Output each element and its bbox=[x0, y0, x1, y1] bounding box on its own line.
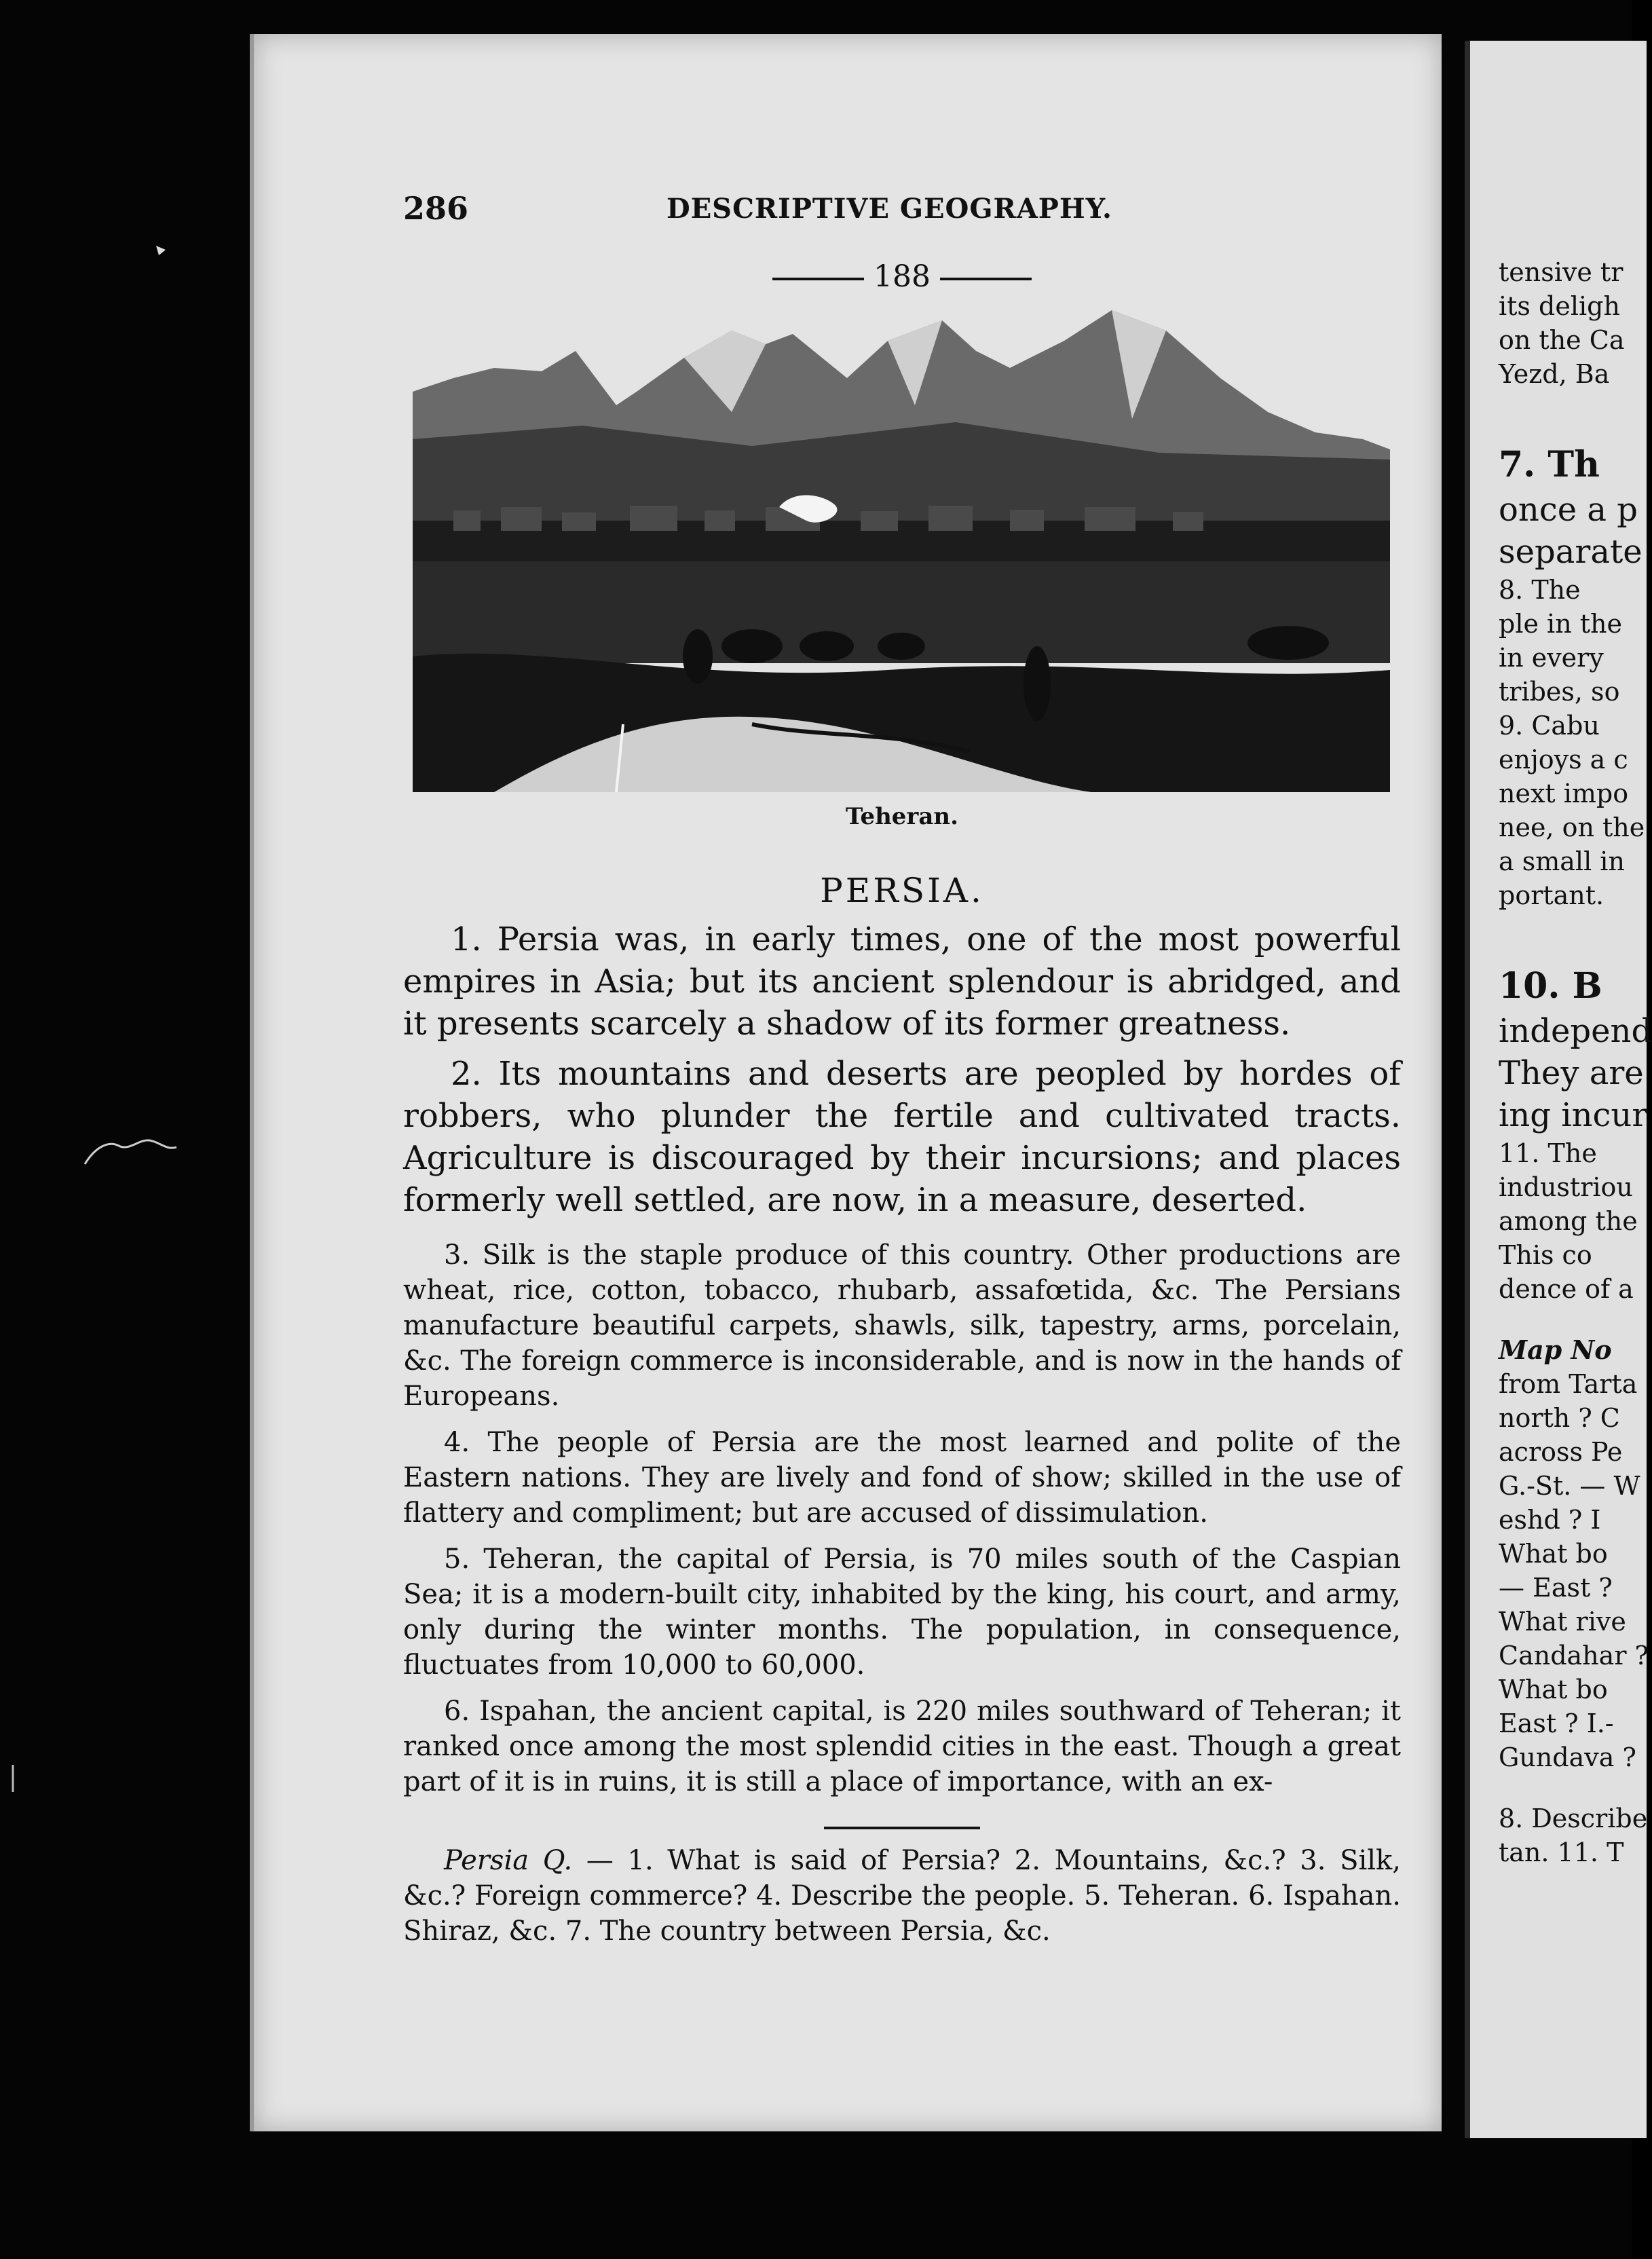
right-page-line: 10. B bbox=[1499, 965, 1602, 1007]
right-page-line: What bo bbox=[1499, 1539, 1608, 1569]
right-page-line: 7. Th bbox=[1499, 444, 1600, 485]
teheran-engraving bbox=[413, 303, 1390, 792]
page-content bbox=[403, 190, 1401, 1949]
right-page-line: Map No bbox=[1499, 1334, 1612, 1365]
right-page-line: dence of a bbox=[1499, 1274, 1634, 1304]
right-page-spacer bbox=[1499, 391, 1648, 441]
right-page-line: What bo bbox=[1499, 1675, 1608, 1704]
right-page-line: north ? C bbox=[1499, 1403, 1620, 1433]
paragraph-5: 5. Teheran, the capital of Persia, is 70 miles south of the Caspian Sea; it is a modern-built city, inhabited by the king, his court, and army, only during the winter months. The population, in consequence, fluctuates from 10,000 to 60,000. bbox=[403, 1544, 1401, 1681]
right-page-line: Gundava ? bbox=[1499, 1742, 1636, 1772]
right-page-line: 11. The bbox=[1499, 1138, 1597, 1168]
margin-speck bbox=[155, 244, 168, 258]
left-page bbox=[250, 34, 1442, 2131]
right-page-line: Yezd, Ba bbox=[1499, 359, 1610, 389]
right-page-line: What rive bbox=[1499, 1607, 1626, 1637]
figure-rule-left bbox=[772, 278, 864, 280]
right-page-line: tan. 11. T bbox=[1499, 1837, 1624, 1867]
running-title: DESCRIPTIVE GEOGRAPHY. bbox=[667, 193, 1112, 225]
right-page-line: — East ? bbox=[1499, 1573, 1613, 1603]
questions-text: — 1. What is said of Persia? 2. Mountains, &c.? 3. Silk, &c.? Foreign commerce? 4. Describe the people. 5. Teheran. 6. Ispahan. Shiraz, &c. 7. The country between Persia, &c. bbox=[403, 1845, 1402, 1947]
right-page-line: enjoys a c bbox=[1499, 745, 1628, 774]
right-page-line: across Pe bbox=[1499, 1437, 1623, 1467]
right-page-line: ing incur bbox=[1499, 1096, 1648, 1134]
figure-rule-right bbox=[940, 278, 1032, 280]
right-page-line: East ? I.- bbox=[1499, 1709, 1614, 1738]
right-page-spacer bbox=[1499, 1306, 1648, 1333]
right-page-line: separate bbox=[1499, 533, 1642, 571]
paragraph-2: 2. Its mountains and deserts are peopled by hordes of robbers, who plunder the fertile and cultivated tracts. Agriculture is discouraged by their incursions; and places formerly well settled, are now, in a measure, deserted. bbox=[403, 1055, 1401, 1219]
right-page-line: on the Ca bbox=[1499, 325, 1625, 355]
right-page-line: next impo bbox=[1499, 779, 1629, 808]
small-paragraphs bbox=[403, 1237, 1401, 1799]
margin-hair-curl bbox=[81, 1127, 183, 1181]
figure-number bbox=[403, 259, 1401, 294]
right-page-line: They are bbox=[1499, 1054, 1644, 1092]
right-page-line: eshd ? I bbox=[1499, 1505, 1601, 1535]
right-page-line: 8. The bbox=[1499, 575, 1581, 605]
right-page-line: industriou bbox=[1499, 1172, 1633, 1202]
right-page-spacer bbox=[1499, 912, 1648, 963]
right-page-line: Candahar ? bbox=[1499, 1641, 1649, 1670]
right-page-line: among the bbox=[1499, 1206, 1638, 1236]
questions-label: Persia Q. bbox=[444, 1845, 573, 1876]
right-page-line: from Tarta bbox=[1499, 1369, 1638, 1399]
right-page-line: independ bbox=[1499, 1012, 1652, 1050]
right-page-spacer bbox=[1499, 1774, 1648, 1801]
right-page-line: tensive tr bbox=[1499, 257, 1623, 287]
right-page-line: ple in the bbox=[1499, 609, 1622, 639]
margin-tick bbox=[10, 1765, 16, 1792]
right-page-line: portant. bbox=[1499, 880, 1604, 910]
right-page-line: in every bbox=[1499, 643, 1604, 673]
right-page-line: tribes, so bbox=[1499, 677, 1620, 707]
questions-separator bbox=[824, 1827, 980, 1829]
review-questions bbox=[403, 1843, 1401, 1949]
right-page-line: This co bbox=[1499, 1240, 1592, 1270]
right-page-line: 8. Describe bbox=[1499, 1804, 1648, 1833]
right-page-line: its deligh bbox=[1499, 291, 1620, 321]
right-page-fragment bbox=[1465, 41, 1652, 2138]
figure-caption: Teheran. bbox=[846, 803, 958, 830]
right-page-lines bbox=[1499, 255, 1652, 1869]
right-page-line: once a p bbox=[1499, 491, 1638, 529]
right-page-line: a small in bbox=[1499, 846, 1625, 876]
paragraph-4: 4. The people of Persia are the most learned and polite of the Eastern nations. They are lively and fond of show; skilled in the use of flattery and compliment; but are accused of dissimulation. bbox=[403, 1427, 1401, 1529]
section-title: PERSIA. bbox=[820, 871, 984, 910]
page-number: 286 bbox=[403, 190, 469, 227]
figure-number-text: 188 bbox=[874, 259, 931, 294]
right-page-line: 9. Cabu bbox=[1499, 711, 1600, 741]
right-page-line: nee, on the bbox=[1499, 813, 1645, 842]
running-head bbox=[403, 190, 1401, 231]
paragraph-6: 6. Ispahan, the ancient capital, is 220 miles southward of Teheran; it ranked once among the most splendid cities in the east. Though a great part of it is in ruins, it is still a place of importance, with an ex- bbox=[403, 1696, 1401, 1797]
right-page-line: G.-St. — W bbox=[1499, 1471, 1640, 1501]
paragraph-3: 3. Silk is the staple produce of this country. Other productions are wheat, rice, cotton, tobacco, rhubarb, assafœtida, &c. The Persians manufacture beautiful carpets, shawls, silk, tapestry, arms, porcelain, &c. The foreign commerce is inconsiderable, and is now in the hands of Europeans. bbox=[403, 1239, 1401, 1412]
paragraph-1: 1. Persia was, in early times, one of the most powerful empires in Asia; but its ancient splendour is abridged, and it presents scarcely a shadow of its former greatness. bbox=[403, 920, 1401, 1043]
